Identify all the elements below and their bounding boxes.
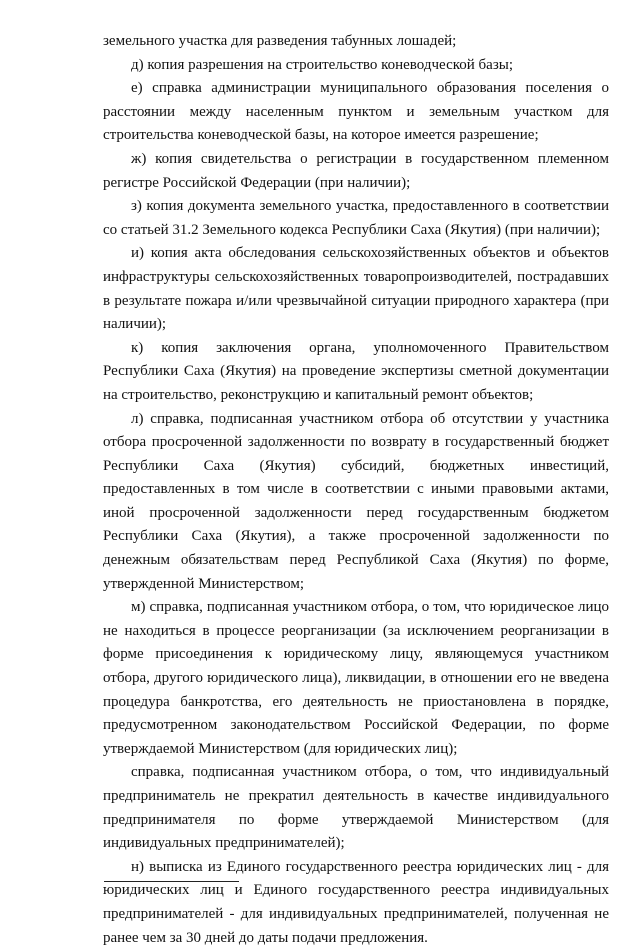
paragraph-item-zh: ж) копия свидетельства о регистрации в государственном племенном регистре Российской Федерации (при наличии);: [103, 150, 609, 191]
paragraph-item-m-ip: справка, подписанная участником отбора, о том, что индивидуальный предприниматель не прекратил деятельность в качестве индивидуального предпринимателя по форме утверждаемой Министерством (для индивидуальных предпринимателей);: [103, 764, 609, 852]
paragraph-item-l: л) справка, подписанная участником отбора об отсутствии у участника отбора просроченной задолженности по возврату в государственный бюджет Республики Саха (Якутия) субсидий, бюджетных инвестиций, предоставленных в том числе в соответствии с иными правовыми актами, иной просроченной задолженности перед государственным бюджетом Республики Саха (Якутия), а также просроченной задолженности по денежным обязательствам перед Республикой Саха (Якутия) по форме, утвержденной Министерством;: [103, 410, 609, 592]
paragraph-continuation: земельного участка для разведения табунных лошадей;: [103, 33, 457, 49]
paragraph-item-e: е) справка администрации муниципального образования поселения о расстоянии между населенным пунктом и земельным участком для строительства коневодческой базы, на которое имеется разрешение;: [103, 80, 609, 144]
document-page: [103, 30, 609, 950]
paragraph-item-i: и) копия акта обследования сельскохозяйственных объектов и объектов инфраструктуры сельскохозяйственных товаропроизводителей, пострадавших в результате пожара и/или чрезвычайной ситуации природного характера (при наличии);: [103, 245, 609, 333]
paragraph-item-d: д) копия разрешения на строительство коневодческой базы;: [131, 56, 513, 73]
paragraph-item-n: н) выписка из Единого государственного реестра юридических лиц - для юридических лиц и Единого государственного реестра индивидуальных предпринимателей - для индивидуальных предпринимателей, полученная не ранее чем за 30 дней до даты подачи предложения.: [103, 858, 609, 946]
paragraph-item-k: к) копия заключения органа, уполномоченного Правительством Республики Саха (Якутия) на проведение экспертизы сметной документации на строительство, реконструкцию и капитальный ремонт объектов;: [103, 339, 609, 403]
paragraph-item-m: м) справка, подписанная участником отбора, о том, что юридическое лицо не находиться в процессе реорганизации (за исключением реорганизации в форме присоединения к юридическому лицу, являющемуся участником отбора, другого юридического лица), ликвидации, в отношении его не введена процедура банкротства, его деятельность не приостановлена в порядке, предусмотренном законодательством Российской Федерации, по форме утверждаемой Министерством (для юридических лиц);: [103, 599, 609, 757]
paragraph-item-z: з) копия документа земельного участка, предоставленного в соответствии со статьей 31.2 Земельного кодекса Республики Саха (Якутия) (при наличии);: [103, 198, 609, 238]
footnote-divider: [104, 881, 239, 882]
